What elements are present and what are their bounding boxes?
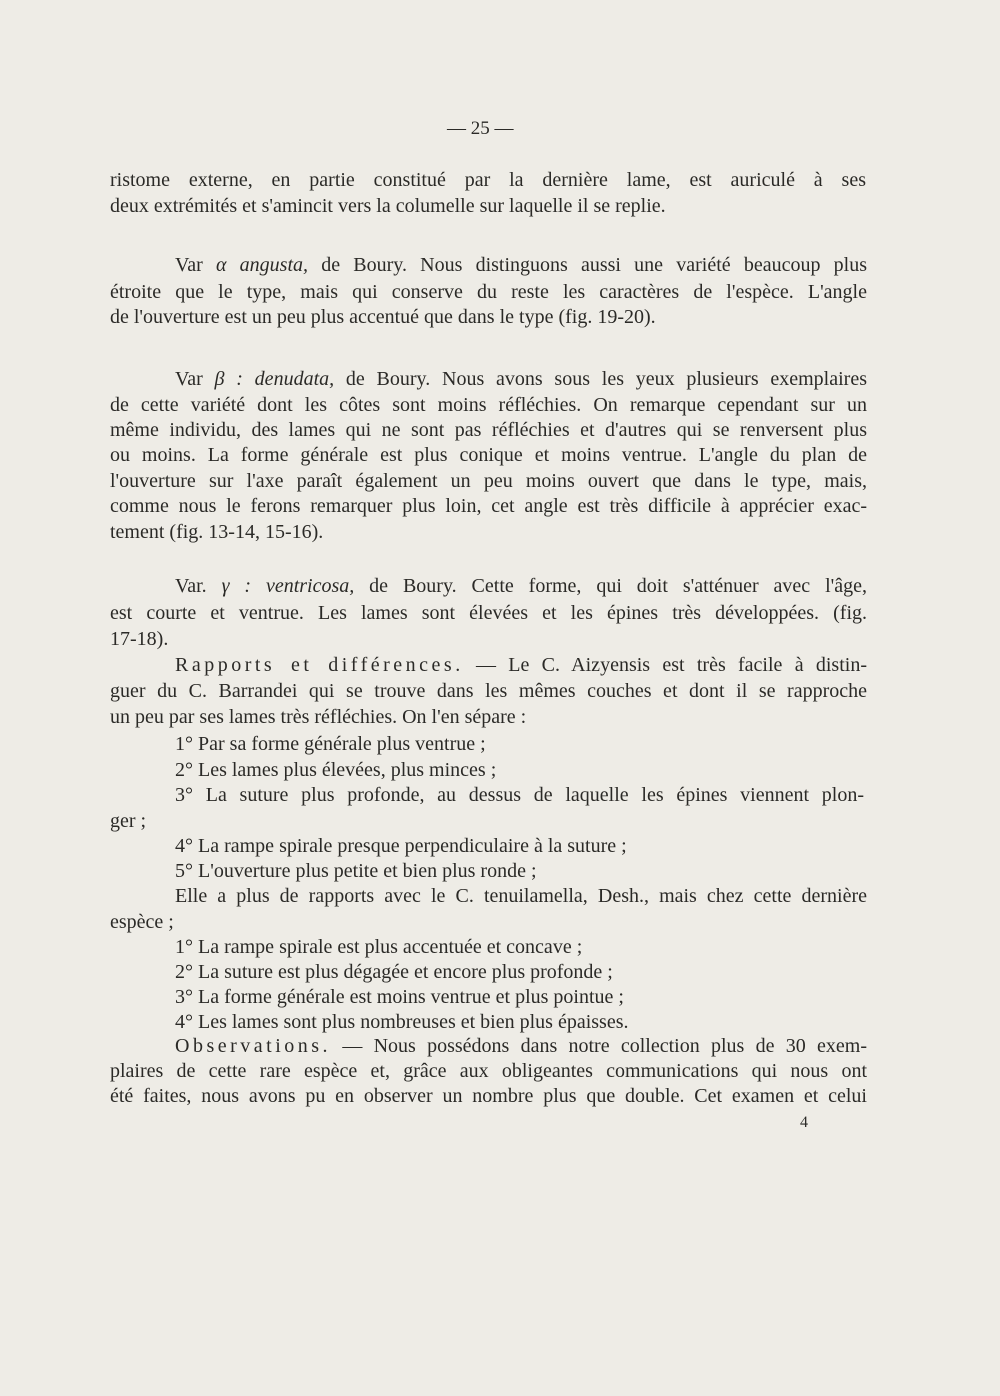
text-line: l'ouverture sur l'axe paraît également un peu moins ouvert que dans le type, mais, bbox=[110, 470, 867, 492]
text-line bbox=[175, 652, 867, 678]
variety-text: de Boury. Nous distinguons aussi une variété beaucoup plus bbox=[308, 254, 868, 276]
list-item: 1° Par sa forme générale plus ventrue ; bbox=[175, 733, 486, 755]
text-line: plaires de cette rare espèce et, grâce aux obligeantes communications qui nous ont bbox=[110, 1060, 867, 1082]
text-line: Elle a plus de rapports avec le C. tenuilamella, Desh., mais chez cette dernière bbox=[175, 885, 867, 907]
section-text: — Le C. Aizyensis est très facile à distin- bbox=[463, 654, 867, 676]
text-line: ger ; bbox=[110, 810, 147, 832]
text-line: deux extrémités et s'amincit vers la columelle sur laquelle il se replie. bbox=[110, 195, 666, 217]
list-item: 5° L'ouverture plus petite et bien plus ronde ; bbox=[175, 860, 537, 882]
text-line: ristome externe, en partie constitué par la dernière lame, est auriculé à ses bbox=[110, 169, 866, 191]
variety-name: β : denudata, bbox=[214, 368, 335, 390]
list-item: 2° La suture est plus dégagée et encore plus profonde ; bbox=[175, 961, 613, 983]
sheet-number: 4 bbox=[800, 1114, 808, 1131]
text-line bbox=[175, 366, 867, 392]
list-item: 1° La rampe spirale est plus accentuée et concave ; bbox=[175, 936, 583, 958]
text-line: espèce ; bbox=[110, 911, 174, 933]
variety-label: Var bbox=[175, 254, 216, 276]
text-line: est courte et ventrue. Les lames sont élevées et les épines très développées. (fig. bbox=[110, 602, 867, 624]
list-item: 2° Les lames plus élevées, plus minces ; bbox=[175, 759, 497, 781]
list-item: 4° Les lames sont plus nombreuses et bien plus épaisses. bbox=[175, 1011, 629, 1033]
variety-greek-letter: α bbox=[215, 254, 227, 276]
variety-name: γ : ventricosa, bbox=[221, 575, 355, 597]
text-line: ou moins. La forme générale est plus conique et moins ventrue. L'angle du plan de bbox=[110, 444, 867, 466]
section-text: — Nous possédons dans notre collection plus de 30 exem- bbox=[331, 1035, 867, 1057]
text-line bbox=[175, 573, 867, 599]
variety-label: Var bbox=[175, 368, 215, 390]
text-line: comme nous le ferons remarquer plus loin, cet angle est très difficile à apprécier exac- bbox=[110, 495, 867, 517]
text-line: même individu, des lames qui ne sont pas réfléchies et d'autres qui se renversent plus bbox=[110, 419, 867, 441]
list-item: 3° La suture plus profonde, au dessus de laquelle les épines viennent plon- bbox=[175, 784, 864, 806]
section-heading: Observations. bbox=[175, 1035, 332, 1057]
text-line: tement (fig. 13-14, 15-16). bbox=[110, 521, 324, 543]
variety-label: Var. bbox=[175, 575, 222, 597]
text-line: un peu par ses lames très réfléchies. On l'en sépare : bbox=[110, 706, 527, 728]
text-line: étroite que le type, mais qui conserve du reste les caractères de l'espèce. L'angle bbox=[110, 281, 867, 303]
text-line bbox=[175, 1033, 867, 1059]
list-item: 4° La rampe spirale presque perpendiculaire à la suture ; bbox=[175, 835, 627, 857]
text-line: de l'ouverture est un peu plus accentué que dans le type (fig. 19-20). bbox=[110, 306, 656, 328]
text-line: été faites, nous avons pu en observer un nombre plus que double. Cet examen et celui bbox=[110, 1085, 867, 1107]
text-line: guer du C. Barrandei qui se trouve dans les mêmes couches et dont il se rapproche bbox=[110, 680, 867, 702]
text-line: de cette variété dont les côtes sont moins réfléchies. On remarque cependant sur un bbox=[110, 394, 867, 416]
section-heading: Rapports et différences. bbox=[175, 654, 464, 676]
page-header: — 25 — bbox=[447, 118, 514, 139]
variety-name: angusta, bbox=[226, 254, 308, 276]
variety-text: de Boury. Cette forme, qui doit s'atténuer avec l'âge, bbox=[354, 575, 867, 597]
variety-text: de Boury. Nous avons sous les yeux plusieurs exemplaires bbox=[334, 368, 867, 390]
text-line: 17-18). bbox=[110, 628, 169, 650]
text-line bbox=[175, 252, 867, 278]
list-item: 3° La forme générale est moins ventrue et plus pointue ; bbox=[175, 986, 624, 1008]
